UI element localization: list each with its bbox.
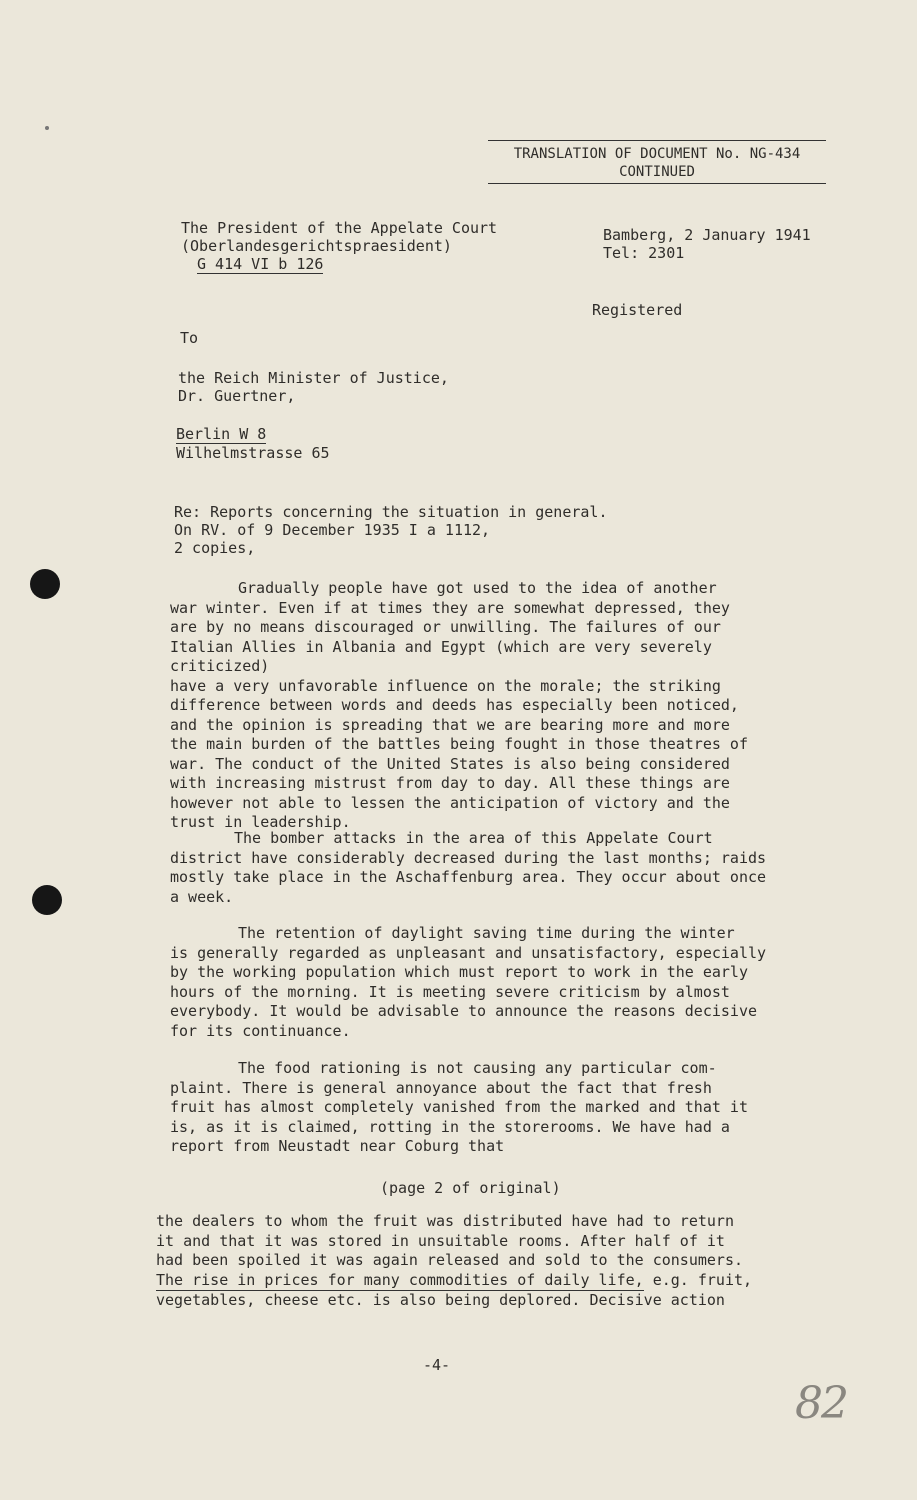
subject-line1: Re: Reports concerning the situation in general. [174,503,608,521]
paragraph-5-line5: vegetables, cheese etc. is also being deplored. Decisive action [156,1291,725,1309]
paragraph-5 [156,1212,806,1311]
paragraph-3: The retention of daylight saving time during the winter is generally regarded as unpleasant and unsatisfactory, especially by the working population which must report to work in the early hours of the morning. It is meeting severe criticism by almost everybody. It would be advisable to announce the reasons decisive for its continuance. [170,924,767,1040]
paragraph-5-line1: the dealers to whom the fruit was distributed have had to return [156,1212,734,1230]
paragraph-2: The bomber attacks in the area of this Appelate Court district have considerably decreased during the last months; raids mostly take place in the Aschaffenburg area. They occur about once a week. [170,829,767,906]
speck [45,126,49,130]
paragraph-5-line4-rest: e.g. fruit, [643,1270,753,1289]
addressee-block [178,369,449,405]
paragraph-4: The food rationing is not causing any particular com- plaint. There is general annoyance about the fact that fresh fruit has almost completely vanished from the marked and that it is, as it is claimed, rotting in the storerooms. We have had a report from Neustadt near Coburg that [170,1059,748,1155]
address-street: Wilhelmstrasse 65 [176,444,330,462]
sender-line1: The President of the Appelate Court [181,219,498,237]
place-date: Bamberg, 2 January 1941 [603,226,811,244]
page-marker: (page 2 of original) [380,1179,561,1197]
sender-reference: G 414 VI b 126 [197,255,324,273]
registered-label: Registered [592,301,683,319]
document-header [488,140,826,184]
paragraph-5-underlined: The rise in prices for many commodities of daily life, [156,1271,644,1292]
address-block [176,425,330,462]
subject-line2: On RV. of 9 December 1935 I a 1112, [174,521,491,539]
punch-hole [32,885,62,915]
paragraph-5-line2: it and that it was stored in unsuitable rooms. After half of it [156,1231,725,1250]
addressee-line1: the Reich Minister of Justice, [178,369,449,387]
punch-hole [30,569,60,599]
header-continued: CONTINUED [619,164,695,180]
subject-block [174,503,607,557]
sender-block [181,219,497,274]
stamp-number: 82 [795,1378,847,1429]
address-city: Berlin W 8 [176,425,267,443]
subject-line3: 2 copies, [174,539,256,557]
page-number: -4- [423,1356,451,1374]
to-label: To [180,329,199,347]
header-title: TRANSLATION OF DOCUMENT No. NG-434 [513,146,801,162]
paragraph-1: Gradually people have got used to the idea of another war winter. Even if at times they are somewhat depressed, they are by no means discouraged or unwilling. The failures of our Italian Allies in Albania and Egypt (which are very severely criticized) have a very unfavorable influence on the morale; the striking difference between words and deeds has especially been noticed, and the opinion is spreading that we are bearing more and more the main burden of the battles being fought in those theatres of war. The conduct of the United States is also being considered with increasing mistrust from day to day. All these things are however not able to lessen the anticipation of victory and the trust in leadership. [170,579,748,831]
telephone: Tel: 2301 [603,244,685,262]
place-date-block [603,226,811,262]
addressee-line2: Dr. Guertner, [178,387,296,405]
paragraph-5-line3: had been spoiled it was again released and sold to the consumers. [156,1251,743,1269]
sender-line2: (Oberlandesgerichtspraesident) [181,237,452,255]
